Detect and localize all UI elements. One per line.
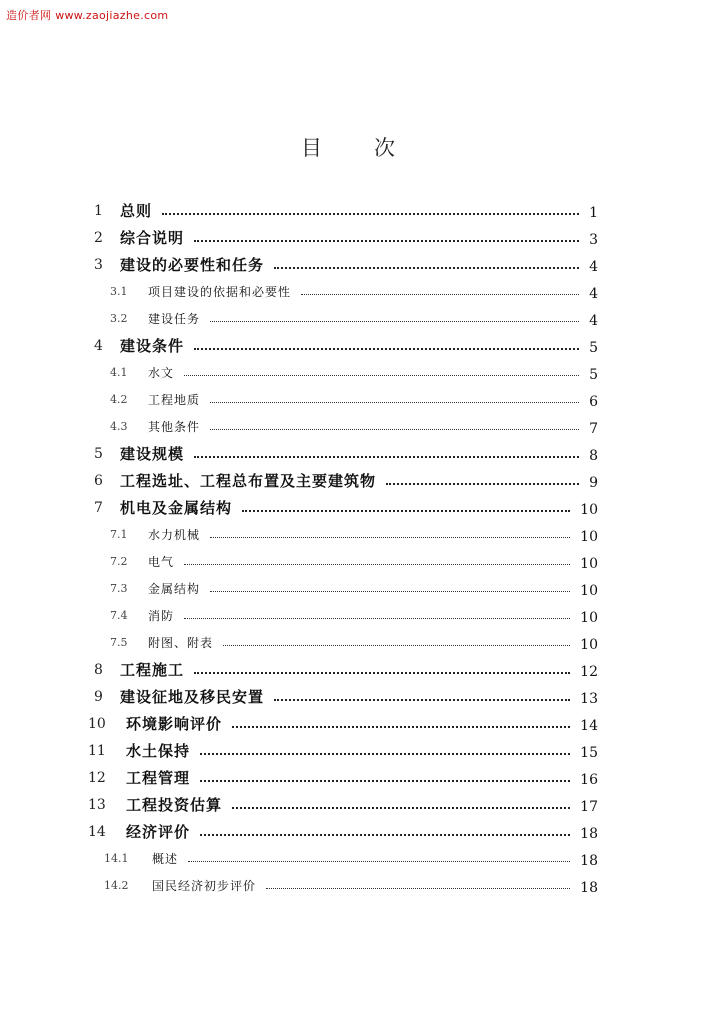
toc-entry-number: 14.1 (104, 852, 129, 865)
toc-entry (0, 578, 727, 600)
toc-entry-page-number: 17 (580, 799, 598, 815)
toc-entry-page-number: 12 (580, 664, 598, 680)
toc-entry-page-number: 9 (589, 475, 598, 491)
toc-entry-label: 工程管理 (126, 769, 191, 787)
toc-entry-leader-dots (162, 213, 579, 215)
watermark-url: www.zaojiazhe.com (55, 9, 169, 22)
toc-entry-number: 14.2 (104, 879, 129, 892)
toc-entry-label: 环境影响评价 (126, 715, 223, 733)
toc-entry-leader-dots (200, 834, 570, 836)
toc-entry-number: 14 (88, 824, 106, 840)
toc-entry-leader-dots (266, 888, 570, 889)
toc-entry (0, 200, 727, 222)
toc-entry-page-number: 18 (580, 853, 598, 869)
toc-entry-leader-dots (200, 780, 570, 782)
toc-entry-page-number: 14 (580, 718, 598, 734)
toc-entry-leader-dots (210, 591, 570, 592)
toc-entry-label: 水文 (148, 366, 175, 380)
toc-entry-number: 9 (94, 689, 103, 705)
toc-entry (0, 659, 727, 681)
toc-entry-label: 建设的必要性和任务 (120, 256, 265, 274)
toc-entry-leader-dots (223, 645, 570, 646)
toc-entry-label: 建设任务 (148, 312, 201, 326)
toc-entry-label: 附图、附表 (148, 636, 214, 650)
toc-entry-number: 13 (88, 797, 106, 813)
toc-entry-page-number: 5 (589, 340, 598, 356)
toc-entry-label: 总则 (120, 202, 153, 220)
watermark-site-name: 造价者网 (6, 9, 52, 22)
toc-entry-page-number: 1 (589, 205, 598, 221)
toc-entry (0, 794, 727, 816)
toc-entry-label: 水土保持 (126, 742, 191, 760)
toc-entry-label: 工程地质 (148, 393, 201, 407)
toc-entry-number: 5 (94, 446, 103, 462)
toc-entry-label: 概述 (152, 852, 179, 866)
toc-entry (0, 443, 727, 465)
toc-entry-page-number: 4 (589, 259, 598, 275)
toc-entry-number: 3 (94, 257, 103, 273)
toc-entry-leader-dots (194, 456, 579, 458)
toc-entry-number: 1 (94, 203, 103, 219)
toc-entry-label: 电气 (148, 555, 175, 569)
toc-entry-page-number: 8 (589, 448, 598, 464)
toc-entry-number: 3.1 (110, 285, 128, 298)
toc-entry-label: 其他条件 (148, 420, 201, 434)
toc-entry-label: 机电及金属结构 (120, 499, 233, 517)
toc-entry-number: 6 (94, 473, 103, 489)
toc-entry-number: 7.2 (110, 555, 128, 568)
toc-entry-leader-dots (210, 402, 579, 403)
toc-entry-leader-dots (194, 240, 579, 242)
toc-entry-leader-dots (242, 510, 570, 512)
toc-entry-leader-dots (200, 753, 570, 755)
toc-entry-number: 11 (88, 743, 106, 759)
toc-entry-page-number: 5 (589, 367, 598, 383)
page-title-part2: 次 (374, 136, 395, 160)
toc-entry-number: 4 (94, 338, 103, 354)
toc-entry-page-number: 10 (580, 502, 598, 518)
toc-entry-label: 消防 (148, 609, 175, 623)
toc-entry-label: 建设规模 (120, 445, 185, 463)
toc-entry (0, 848, 727, 870)
toc-entry-page-number: 16 (580, 772, 598, 788)
toc-entry (0, 254, 727, 276)
toc-entry-page-number: 10 (580, 529, 598, 545)
toc-entry (0, 308, 727, 330)
toc-entry (0, 497, 727, 519)
toc-entry-leader-dots (184, 375, 579, 376)
toc-entry-page-number: 18 (580, 826, 598, 842)
toc-entry-page-number: 10 (580, 637, 598, 653)
toc-entry-number: 12 (88, 770, 106, 786)
toc-entry (0, 470, 727, 492)
toc-entry-label: 建设条件 (120, 337, 185, 355)
toc-entry-page-number: 13 (580, 691, 598, 707)
toc-entry-leader-dots (274, 699, 570, 701)
toc-entry-leader-dots (210, 429, 579, 430)
toc-entry-number: 7.5 (110, 636, 128, 649)
toc-entry-number: 7.3 (110, 582, 128, 595)
toc-entry-leader-dots (386, 483, 579, 485)
toc-entry-leader-dots (210, 537, 570, 538)
toc-entry (0, 389, 727, 411)
toc-entry-page-number: 18 (580, 880, 598, 896)
toc-entry-label: 水力机械 (148, 528, 201, 542)
toc-entry-page-number: 10 (580, 610, 598, 626)
toc-entry (0, 551, 727, 573)
toc-entry-number: 7 (94, 500, 103, 516)
toc-entry-leader-dots (184, 618, 570, 619)
toc-entry-number: 8 (94, 662, 103, 678)
toc-entry-number: 2 (94, 230, 103, 246)
toc-entry-leader-dots (188, 861, 570, 862)
toc-entry-leader-dots (232, 726, 570, 728)
toc-entry (0, 227, 727, 249)
toc-entry-page-number: 10 (580, 556, 598, 572)
toc-entry-page-number: 6 (589, 394, 598, 410)
toc-entry (0, 605, 727, 627)
toc-entry (0, 821, 727, 843)
toc-entry-number: 4.3 (110, 420, 128, 433)
toc-entry (0, 335, 727, 357)
toc-entry-number: 7.1 (110, 528, 128, 541)
toc-entry-label: 综合说明 (120, 229, 185, 247)
toc-entry (0, 632, 727, 654)
toc-entry-label: 工程选址、工程总布置及主要建筑物 (120, 472, 377, 490)
toc-entry-label: 工程投资估算 (126, 796, 223, 814)
toc-entry (0, 713, 727, 735)
toc-entry (0, 767, 727, 789)
toc-entry-page-number: 3 (589, 232, 598, 248)
toc-entry (0, 416, 727, 438)
toc-entry (0, 281, 727, 303)
page-title-part1: 目 (301, 136, 322, 160)
toc-entry-page-number: 10 (580, 583, 598, 599)
toc-entry-leader-dots (274, 267, 579, 269)
toc-entry-number: 3.2 (110, 312, 128, 325)
toc-entry-number: 10 (88, 716, 106, 732)
toc-entry-label: 金属结构 (148, 582, 201, 596)
toc-entry-leader-dots (301, 294, 579, 295)
toc-entry-number: 4.2 (110, 393, 128, 406)
toc-entry-page-number: 4 (589, 313, 598, 329)
toc-entry-number: 7.4 (110, 609, 128, 622)
toc-entry-leader-dots (210, 321, 579, 322)
toc-entry-label: 项目建设的依据和必要性 (148, 285, 292, 299)
toc-entry-label: 工程施工 (120, 661, 185, 679)
toc-entry-page-number: 4 (589, 286, 598, 302)
toc-entry-page-number: 15 (580, 745, 598, 761)
toc-entry-label: 经济评价 (126, 823, 191, 841)
toc-entry-number: 4.1 (110, 366, 128, 379)
toc-entry-leader-dots (184, 564, 570, 565)
toc-entry-leader-dots (194, 672, 570, 674)
toc-entry (0, 362, 727, 384)
toc-entry-leader-dots (232, 807, 570, 809)
toc-entry (0, 875, 727, 897)
page-title (0, 134, 727, 162)
watermark (6, 7, 168, 23)
toc-entry-leader-dots (194, 348, 579, 350)
toc-entry-page-number: 7 (589, 421, 598, 437)
toc-entry-label: 建设征地及移民安置 (120, 688, 265, 706)
toc-entry-label: 国民经济初步评价 (152, 879, 257, 893)
toc-entry (0, 740, 727, 762)
toc-entry (0, 524, 727, 546)
toc-entry (0, 686, 727, 708)
